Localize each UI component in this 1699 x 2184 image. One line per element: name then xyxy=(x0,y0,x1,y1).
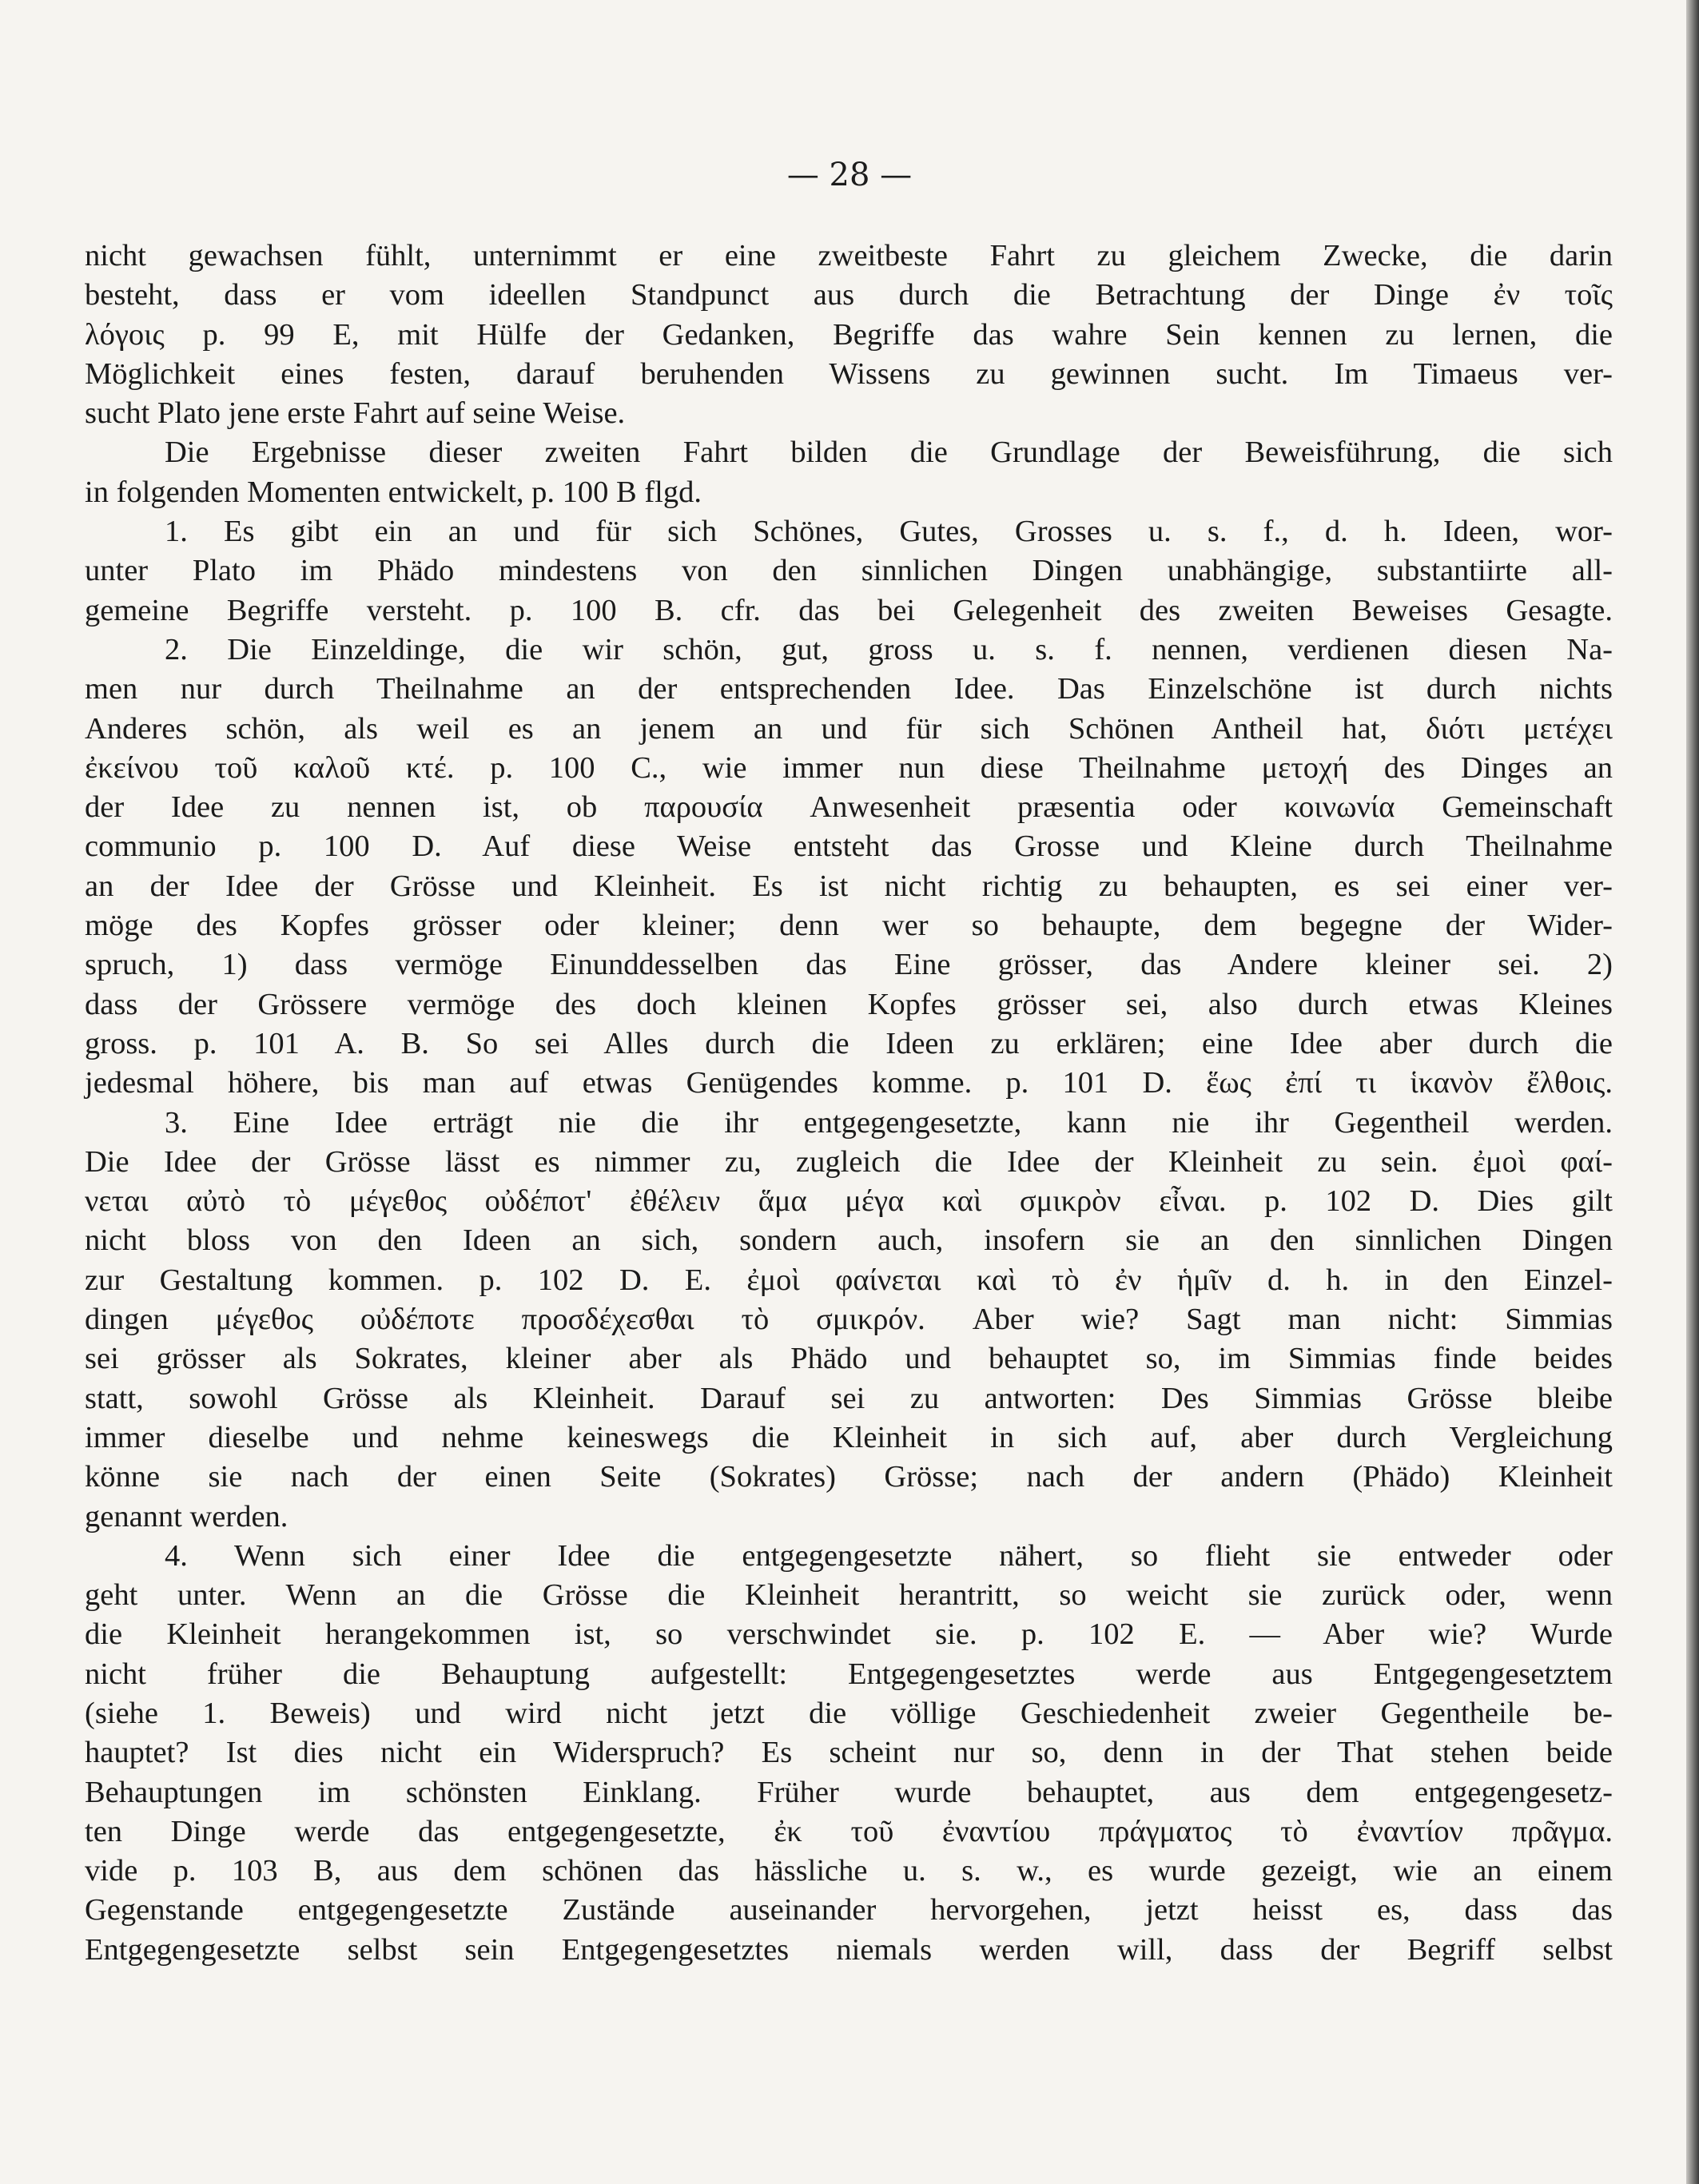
text-line: λόγοις p. 99 E, mit Hülfe der Gedanken, Begriffe das wahre Sein kennen zu lernen, die xyxy=(85,317,1613,352)
text-line: gemeine Begriffe versteht. p. 100 B. cfr. das bei Gelegenheit des zweiten Beweises Gesagte. xyxy=(85,593,1613,627)
text-line: Entgegengesetzte selbst sein Entgegengesetztes niemals werden will, dass der Begriff selbst xyxy=(85,1932,1613,1967)
text-line: spruch, 1) dass vermöge Einunddesselben das Eine grösser, das Andere kleiner sei. 2) xyxy=(85,948,1613,982)
text-line: ten Dinge werde das entgegengesetzte, ἐκ τοῦ ἐναντίου πράγματος τὸ ἐναντίον πρᾶγμα. xyxy=(85,1814,1613,1848)
text-line: immer dieselbe und nehme keineswegs die Kleinheit in sich auf, aber durch Vergleichung xyxy=(85,1420,1613,1454)
text-line: men nur durch Theilnahme an der entsprechenden Idee. Das Einzelschöne ist durch nichts xyxy=(85,672,1613,706)
text-line: dass der Grössere vermöge des doch kleinen Kopfes grösser sei, also durch etwas Kleines xyxy=(85,987,1613,1021)
text-line: statt, sowohl Grösse als Kleinheit. Darauf sei zu antworten: Des Simmias Grösse bleibe xyxy=(85,1381,1613,1415)
text-line: genannt werden. xyxy=(85,1499,288,1534)
text-line: Behauptungen im schönsten Einklang. Früher wurde behauptet, aus dem entgegengesetz- xyxy=(85,1775,1613,1809)
text-line: nicht bloss von den Ideen an sich, sondern auch, insofern sie an den sinnlichen Dingen xyxy=(85,1223,1613,1258)
text-line: möge des Kopfes grösser oder kleiner; denn wer so behaupte, dem begegne der Wider- xyxy=(85,909,1613,943)
page-number: — 28 — xyxy=(786,157,913,193)
text-line: communio p. 100 D. Auf diese Weise entsteht das Grosse und Kleine durch Theilnahme xyxy=(85,829,1613,864)
text-line: nicht früher die Behauptung aufgestellt: Entgegengesetztes werde aus Entgegengesetztem xyxy=(85,1657,1613,1691)
text-line: die Kleinheit herangekommen ist, so verschwindet sie. p. 102 E. — Aber wie? Wurde xyxy=(85,1617,1613,1652)
text-line: ἐκείνου τοῦ καλοῦ κτέ. p. 100 C., wie immer nun diese Theilnahme μετοχή des Dinges an xyxy=(85,750,1613,785)
body-text xyxy=(85,237,1613,1970)
text-line: nicht gewachsen fühlt, unternimmt er eine zweitbeste Fahrt zu gleichem Zwecke, die darin xyxy=(85,239,1613,273)
text-line: Gegenstande entgegengesetzte Zustände auseinander hervorgehen, jetzt heisst es, dass das xyxy=(85,1893,1613,1927)
text-line: Anderes schön, als weil es an jenem an und für sich Schönen Antheil hat, διότι μετέχει xyxy=(85,711,1613,746)
text-line: in folgenden Momenten entwickelt, p. 100 B flgd. xyxy=(85,475,702,509)
text-line: könne sie nach der einen Seite (Sokrates) Grösse; nach der andern (Phädo) Kleinheit xyxy=(85,1460,1613,1494)
text-line: 4. Wenn sich einer Idee die entgegengesetzte nähert, so flieht sie entweder oder xyxy=(165,1538,1613,1573)
text-line: zur Gestaltung kommen. p. 102 D. E. ἐμοὶ φαίνεται καὶ τὸ ἐν ἡμῖν d. h. in den Einzel- xyxy=(85,1263,1613,1297)
text-line: νεται αὐτὸ τὸ μέγεθος οὐδέποτ' ἐθέλειν ἅμα μέγα καὶ σμικρὸν εἶναι. p. 102 D. Dies gilt xyxy=(85,1184,1613,1219)
text-line: der Idee zu nennen ist, ob παρουσία Anwesenheit præsentia oder κοινωνία Gemeinschaft xyxy=(85,790,1613,825)
text-line: an der Idee der Grösse und Kleinheit. Es ist nicht richtig zu behaupten, es sei einer ver- xyxy=(85,869,1613,903)
text-line: (siehe 1. Beweis) und wird nicht jetzt die völlige Geschiedenheit zweier Gegentheile be- xyxy=(85,1696,1613,1730)
text-line: dingen μέγεθος οὐδέποτε προσδέχεσθαι τὸ σμικρόν. Aber wie? Sagt man nicht: Simmias xyxy=(85,1303,1613,1337)
text-line: sucht Plato jene erste Fahrt auf seine Weise. xyxy=(85,396,626,431)
text-line: sei grösser als Sokrates, kleiner aber als Phädo und behauptet so, im Simmias finde beides xyxy=(85,1342,1613,1376)
text-line: Die Idee der Grösse lässt es nimmer zu, zugleich die Idee der Kleinheit zu sein. ἐμοὶ φαί- xyxy=(85,1144,1613,1179)
text-line: geht unter. Wenn an die Grösse die Kleinheit herantritt, so weicht sie zurück oder, wenn xyxy=(85,1578,1613,1613)
text-line: gross. p. 101 A. B. So sei Alles durch die Ideen zu erklären; eine Idee aber durch die xyxy=(85,1026,1613,1060)
text-line: besteht, dass er vom ideellen Standpunct aus durch die Betrachtung der Dinge ἐν τοῖς xyxy=(85,278,1613,312)
text-line: hauptet? Ist dies nicht ein Widerspruch? Es scheint nur so, denn in der That stehen beide xyxy=(85,1736,1613,1770)
text-line: 3. Eine Idee erträgt nie die ihr entgegengesetzte, kann nie ihr Gegentheil werden. xyxy=(165,1105,1613,1140)
text-line: Möglichkeit eines festen, darauf beruhenden Wissens zu gewinnen sucht. Im Timaeus ver- xyxy=(85,356,1613,391)
text-line: 1. Es gibt ein an und für sich Schönes, Gutes, Grosses u. s. f., d. h. Ideen, wor- xyxy=(165,515,1613,549)
text-line: unter Plato im Phädo mindestens von den sinnlichen Dingen unabhängige, substantiirte all- xyxy=(85,554,1613,588)
text-line: vide p. 103 B, aus dem schönen das hässliche u. s. w., es wurde gezeigt, wie an einem xyxy=(85,1854,1613,1888)
text-line: 2. Die Einzeldinge, die wir schön, gut, gross u. s. f. nennen, verdienen diesen Na- xyxy=(165,632,1613,666)
text-line: Die Ergebnisse dieser zweiten Fahrt bilden die Grundlage der Beweisführung, die sich xyxy=(165,436,1613,470)
book-spine-shadow xyxy=(1686,0,1699,2184)
text-line: jedesmal höhere, bis man auf etwas Genügendes komme. p. 101 D. ἕως ἐπί τι ἱκανὸν ἔλθοις. xyxy=(85,1066,1613,1100)
